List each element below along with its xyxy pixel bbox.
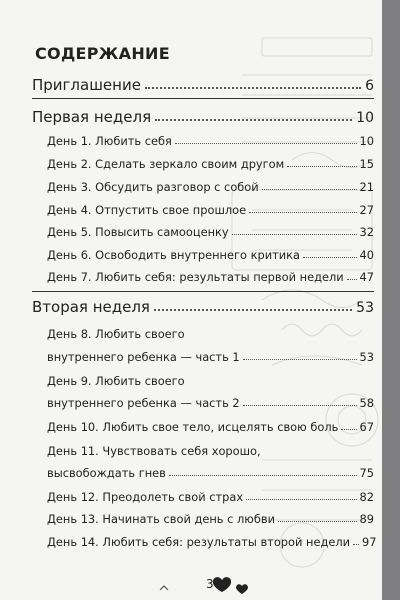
dot-leader: [232, 234, 357, 235]
dot-leader: [249, 212, 356, 213]
toc-entry-day: [47, 270, 374, 284]
dot-leader: [287, 166, 356, 167]
toc-entry-title: День 14. Любить себя: результаты второй недели: [47, 535, 351, 549]
toc-entry-page: 40: [359, 248, 374, 262]
toc-entry-day: [47, 490, 374, 504]
dot-leader: [303, 257, 357, 258]
page-number: 3: [206, 577, 214, 591]
toc-entry-day: [47, 180, 374, 194]
section-divider: [32, 291, 374, 292]
toc-entry-day: [47, 535, 377, 549]
toc-entry-week2: [32, 298, 374, 316]
toc-entry-day: [47, 466, 374, 480]
toc-entry-title: День 6. Освободить внутреннего критика: [47, 248, 300, 262]
toc-entry-day: [47, 396, 374, 410]
toc-entry-title: Приглашение: [32, 76, 141, 94]
toc-entry-day: [47, 134, 374, 148]
toc-entry-title: День 3. Обсудить разговор с собой: [47, 180, 259, 194]
toc-heading: СОДЕРЖАНИЕ: [35, 44, 170, 63]
toc-entry-title: День 12. Преодолеть свой страх: [47, 490, 244, 504]
dot-leader: [155, 119, 352, 121]
toc-entry-title: День 13. Начинать свой день с любви: [47, 512, 276, 526]
toc-entry-title: День 10. Любить свое тело, исцелять свою боль: [47, 420, 339, 434]
dot-leader: [243, 405, 357, 406]
toc-entry-day: [47, 350, 374, 364]
toc-entry-page: 67: [359, 420, 374, 434]
dot-leader: [175, 143, 357, 144]
toc-entry-page: 6: [365, 78, 374, 94]
toc-entry-title: День 1. Любить себя: [47, 134, 172, 148]
section-divider: [32, 98, 374, 99]
toc-entry-title: Вторая неделя: [32, 298, 150, 316]
toc-entry-page: 53: [359, 350, 374, 364]
toc-entry-page: 89: [359, 512, 374, 526]
toc-entry-page: 10: [359, 134, 374, 148]
heart-icon: [213, 577, 231, 592]
dot-leader: [341, 429, 356, 430]
toc-entry-title-line1: День 11. Чувствовать себя хорошо,: [47, 444, 261, 458]
dot-leader: [169, 475, 357, 476]
toc-entry-day: [47, 203, 374, 217]
toc-entry-title: День 5. Повысить самооценку: [47, 225, 229, 239]
toc-entry-page: 53: [356, 300, 374, 316]
dot-leader: [347, 279, 357, 280]
heart-icon: [236, 584, 248, 594]
dot-leader: [353, 544, 359, 545]
toc-entry-page: 58: [359, 396, 374, 410]
toc-entry-page: 15: [359, 157, 374, 171]
toc-entry-title-line1: День 8. Любить своего: [47, 327, 185, 341]
toc-entry-page: 97: [362, 535, 377, 549]
toc-entry-title: Первая неделя: [32, 108, 152, 126]
dot-leader: [246, 499, 356, 500]
toc-entry-title-line1: День 9. Любить своего: [47, 374, 185, 388]
toc-entry-week1: [32, 108, 374, 126]
toc-entry-page: 10: [356, 110, 374, 126]
toc-entry-page: 82: [359, 490, 374, 504]
toc-entry-page: 32: [359, 225, 374, 239]
dot-leader: [243, 359, 357, 360]
dot-leader: [262, 189, 357, 190]
dot-leader: [145, 87, 361, 89]
dot-leader: [278, 521, 356, 522]
toc-entry-page: 27: [359, 203, 374, 217]
toc-entry-intro: [32, 76, 374, 94]
toc-entry-day: [47, 157, 374, 171]
toc-entry-day: [47, 225, 374, 239]
toc-entry-day: [47, 512, 374, 526]
toc-entry-title-line2: высвобождать гнев: [47, 466, 166, 480]
toc-entry-title-line2: внутреннего ребенка — часть 2: [47, 396, 240, 410]
toc-entry-title-line2: внутреннего ребенка — часть 1: [47, 350, 240, 364]
dot-leader: [154, 309, 352, 311]
toc-entry-day: [47, 248, 374, 262]
toc-entry-title: День 4. Отпустить свое прошлое: [47, 203, 247, 217]
footer-swirl-icon: [160, 586, 168, 590]
toc-entry-page: 75: [359, 466, 374, 480]
toc-entry-day: [47, 420, 374, 434]
toc-entry-page: 47: [359, 270, 374, 284]
toc-entry-title: День 2. Сделать зеркало своим другом: [47, 157, 285, 171]
toc-entry-page: 21: [359, 180, 374, 194]
toc-entry-title: День 7. Любить себя: результаты первой недели: [47, 270, 344, 284]
